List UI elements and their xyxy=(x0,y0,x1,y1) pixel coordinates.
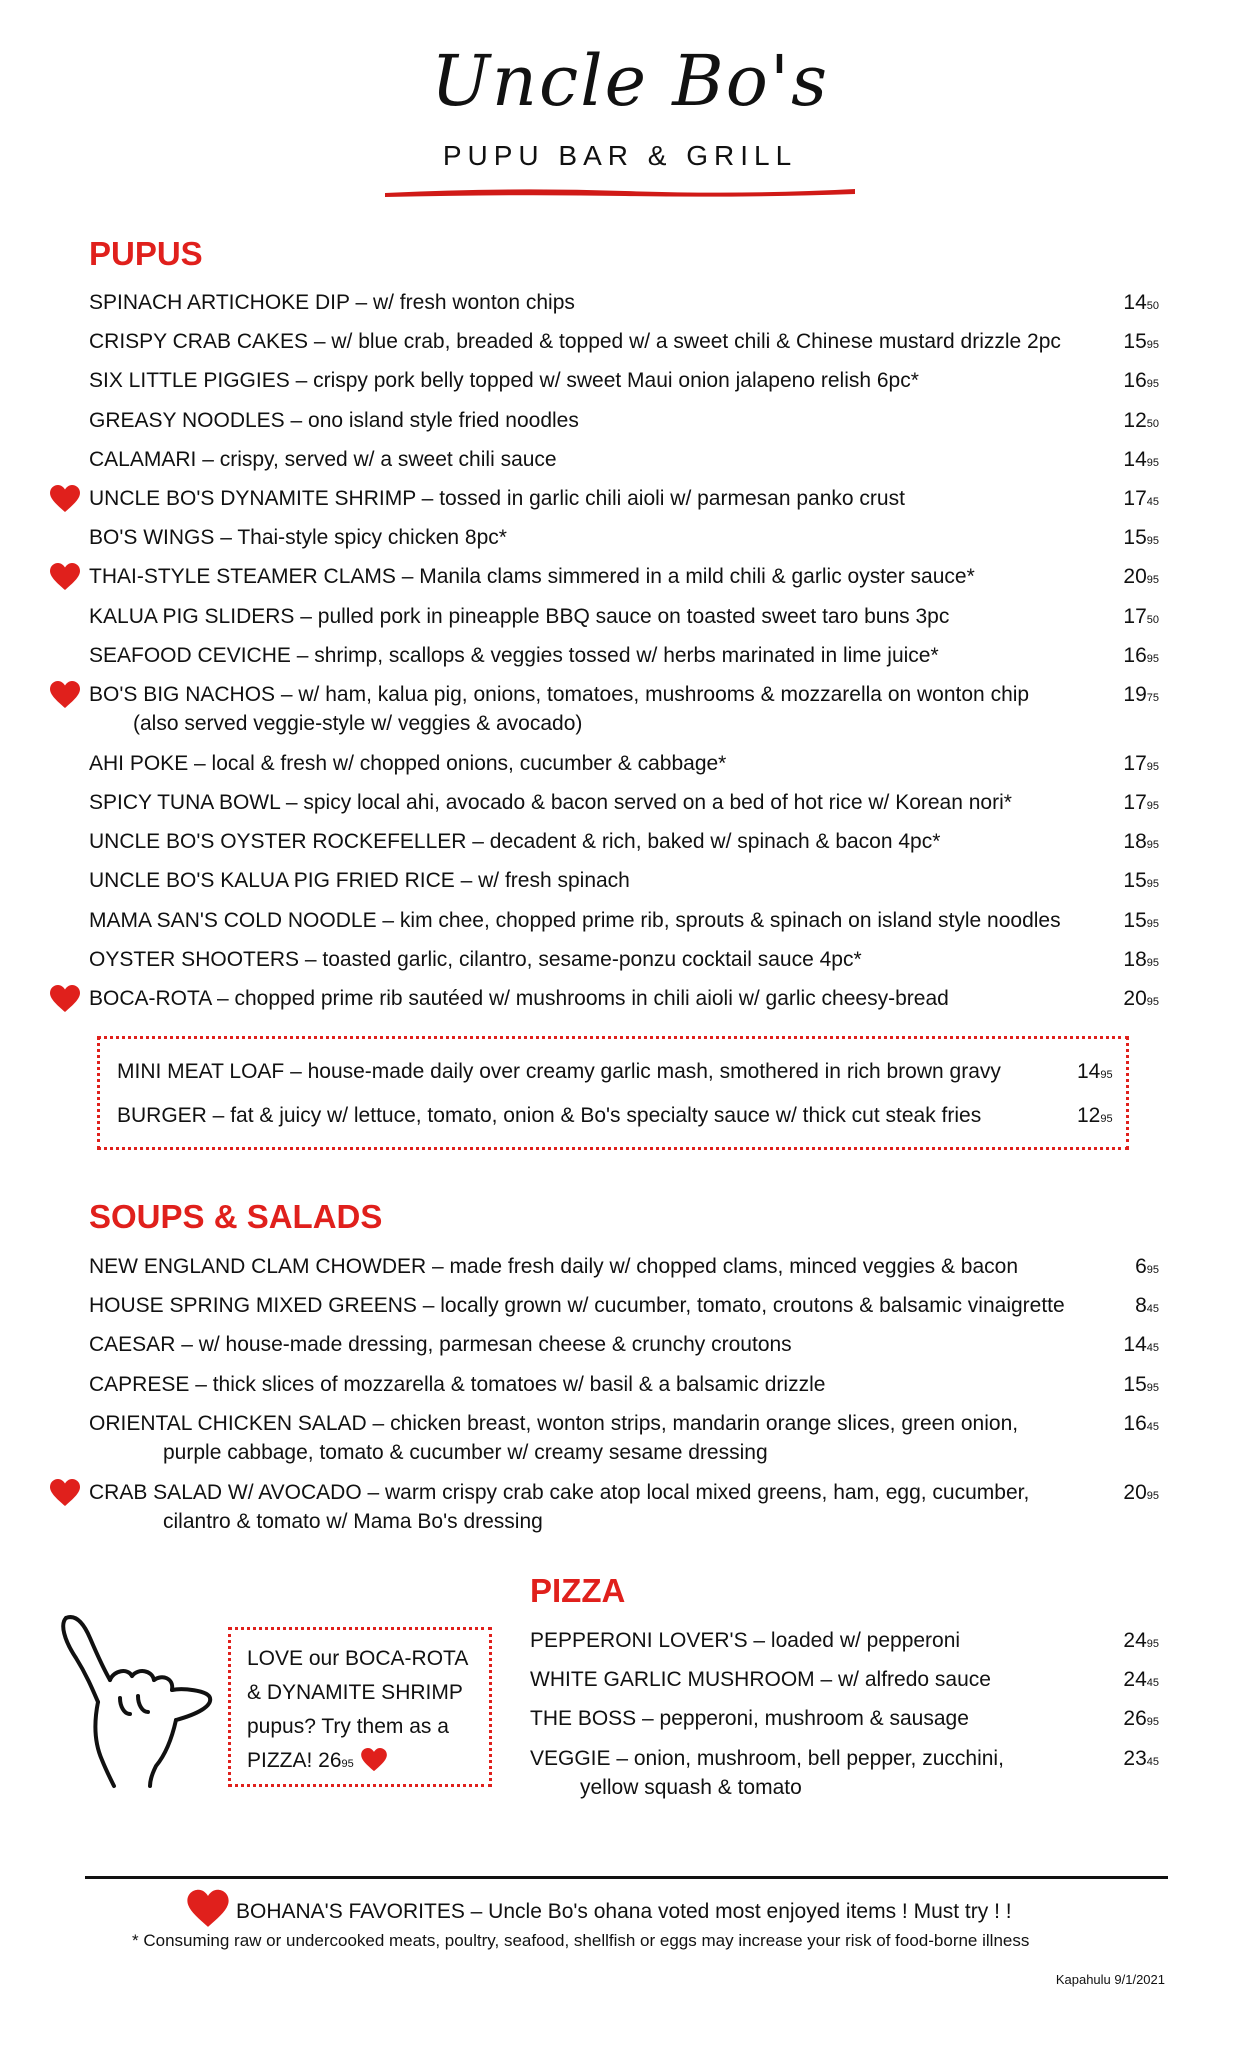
menu-item xyxy=(0,327,1243,366)
menu-item xyxy=(0,906,1243,945)
menu-item xyxy=(0,406,1243,445)
menu-item-description: SIX LITTLE PIGGIES – crispy pork belly topped w/ sweet Maui onion jalapeno relish 6pc* xyxy=(89,369,919,393)
section-title-soups-salads: SOUPS & SALADS xyxy=(89,1198,383,1235)
menu-item-description: CAESAR – w/ house-made dressing, parmesan cheese & crunchy croutons xyxy=(89,1333,792,1357)
menu-item-description: GREASY NOODLES – ono island style fried noodles xyxy=(89,408,579,432)
menu-item xyxy=(0,484,1243,523)
special-item-price: 1495 xyxy=(1077,1060,1113,1083)
menu-item-price: 1895 xyxy=(1123,947,1159,971)
menu-item-price: 1450 xyxy=(1123,291,1159,314)
menu-item-price: 1595 xyxy=(1123,526,1159,550)
menu-item xyxy=(0,562,1243,601)
menu-item-description: SPICY TUNA BOWL – spicy local ahi, avocado & bacon served on a bed of hot rice w/ Korean nori* xyxy=(89,791,1012,815)
menu-item-price: 2095 xyxy=(1123,565,1159,589)
menu-item xyxy=(0,984,1243,1023)
menu-item-description: ORIENTAL CHICKEN SALAD – chicken breast, wonton strips, mandarin orange slices, green onion, purple cabbage, tomato & cucumber w/ creamy sesame dressing xyxy=(89,1411,1019,1464)
promo-line: PIZZA! 2695 xyxy=(247,1744,475,1781)
menu-item xyxy=(0,680,1243,749)
disclaimer: * Consuming raw or undercooked meats, poultry, seafood, shellfish or eggs may increase your risk of food-borne illness xyxy=(132,1931,1030,1950)
menu-item-price: 1445 xyxy=(1123,1333,1159,1357)
menu-item-price: 2695 xyxy=(1123,1707,1159,1731)
menu-item-price: 1250 xyxy=(1123,408,1159,432)
menu-item xyxy=(0,1409,1243,1478)
menu-item-price: 1595 xyxy=(1123,869,1159,893)
menu-item xyxy=(0,288,1243,327)
menu-item-description: UNCLE BO'S OYSTER ROCKEFELLER – decadent & rich, baked w/ spinach & bacon 4pc* xyxy=(89,830,941,854)
menu-item-price: 1595 xyxy=(1123,908,1159,932)
promo-box xyxy=(228,1627,492,1787)
heart-icon xyxy=(360,1748,388,1772)
menu-item-price: 2495 xyxy=(1123,1629,1159,1652)
promo-line: & DYNAMITE SHRIMP xyxy=(247,1681,463,1704)
special-item-text: MINI MEAT LOAF – house-made daily over creamy garlic mash, smothered in rich brown gravy xyxy=(117,1060,1001,1083)
menu-item xyxy=(0,366,1243,405)
heart-icon xyxy=(49,985,81,1013)
promo-line: LOVE our BOCA-ROTA xyxy=(247,1647,469,1670)
menu-item-price: 1750 xyxy=(1123,604,1159,628)
menu-item xyxy=(0,641,1243,680)
menu-item-price: 1975 xyxy=(1123,682,1159,706)
menu-item-description: KALUA PIG SLIDERS – pulled pork in pineapple BBQ sauce on toasted sweet taro buns 3pc xyxy=(89,604,950,628)
menu-item-description: SPINACH ARTICHOKE DIP – w/ fresh wonton chips xyxy=(89,291,575,314)
menu-item-price: 1645 xyxy=(1123,1411,1159,1435)
special-item xyxy=(117,1101,1117,1130)
pupus-list xyxy=(0,288,1243,1023)
menu-item xyxy=(0,1252,1243,1291)
menu-item-price: 1795 xyxy=(1123,751,1159,775)
menu-item xyxy=(0,523,1243,562)
menu-item-price: 1795 xyxy=(1123,791,1159,815)
location-date: Kapahulu 9/1/2021 xyxy=(1055,1972,1165,1987)
heart-icon xyxy=(49,485,81,513)
menu-item-description: PEPPERONI LOVER'S – loaded w/ pepperoni xyxy=(530,1629,961,1652)
footer-divider xyxy=(85,1876,1168,1879)
menu-item-description: VEGGIE – onion, mushroom, bell pepper, zucchini, yellow squash & tomato xyxy=(530,1746,1004,1799)
menu-item-price: 695 xyxy=(1135,1255,1159,1278)
menu-item-price: 1695 xyxy=(1123,643,1159,667)
menu-item-price: 1495 xyxy=(1123,447,1159,471)
menu-item xyxy=(0,749,1243,788)
menu-item xyxy=(0,1291,1243,1330)
menu-item-description: THE BOSS – pepperoni, mushroom & sausage xyxy=(530,1707,969,1731)
menu-item-description: CAPRESE – thick slices of mozzarella & tomatoes w/ basil & a balsamic drizzle xyxy=(89,1372,826,1396)
soups-list xyxy=(0,1252,1243,1547)
menu-item-price: 2445 xyxy=(1123,1668,1159,1692)
menu-item-description: OYSTER SHOOTERS – toasted garlic, cilantro, sesame-ponzu cocktail sauce 4pc* xyxy=(89,947,862,971)
menu-item-description: SEAFOOD CEVICHE – shrimp, scallops & veggies tossed w/ herbs marinated in lime juice* xyxy=(89,643,939,667)
special-item-text: BURGER – fat & juicy w/ lettuce, tomato, onion & Bo's specialty sauce w/ thick cut steak fries xyxy=(117,1104,982,1127)
special-item xyxy=(117,1057,1117,1086)
menu-item-description: CALAMARI – crispy, served w/ a sweet chili sauce xyxy=(89,447,557,471)
menu-item xyxy=(0,827,1243,866)
menu-item-description: CRISPY CRAB CAKES – w/ blue crab, breaded & topped w/ a sweet chili & Chinese mustard drizzle 2pc xyxy=(89,330,1061,354)
menu-item-description: THAI-STYLE STEAMER CLAMS – Manila clams simmered in a mild chili & garlic oyster sauce* xyxy=(89,565,975,589)
menu-item-description: MAMA SAN'S COLD NOODLE – kim chee, chopped prime rib, sprouts & spinach on island style noodles xyxy=(89,908,1061,932)
menu-item-price: 1895 xyxy=(1123,830,1159,854)
menu-item-description: UNCLE BO'S DYNAMITE SHRIMP – tossed in garlic chili aioli w/ parmesan panko crust xyxy=(89,486,905,510)
menu-item-price: 2345 xyxy=(1123,1746,1159,1770)
logo-subtitle: PUPU BAR & GRILL xyxy=(442,140,798,171)
menu-item xyxy=(0,788,1243,827)
menu-item-price: 2095 xyxy=(1123,987,1159,1010)
menu-item xyxy=(0,866,1243,905)
menu-item xyxy=(0,1370,1243,1409)
shaka-hand-icon xyxy=(58,1610,218,1790)
section-title-pupus: PUPUS xyxy=(89,235,203,272)
heart-icon xyxy=(49,681,81,709)
menu-item-description: HOUSE SPRING MIXED GREENS – locally grown w/ cucumber, tomato, croutons & balsamic vinaigrette xyxy=(89,1294,1065,1318)
menu-item-price: 1695 xyxy=(1123,369,1159,393)
menu-item xyxy=(0,602,1243,641)
menu-item-description: AHI POKE – local & fresh w/ chopped onions, cucumber & cabbage* xyxy=(89,751,727,775)
heart-icon xyxy=(49,1479,81,1507)
menu-item-description: BO'S WINGS – Thai-style spicy chicken 8pc* xyxy=(89,526,507,550)
menu-item-price: 1745 xyxy=(1123,486,1159,510)
menu-item-price: 845 xyxy=(1135,1294,1159,1318)
menu-item-description: WHITE GARLIC MUSHROOM – w/ alfredo sauce xyxy=(530,1668,991,1692)
brush-stroke-icon xyxy=(385,185,855,199)
heart-icon xyxy=(49,563,81,591)
promo-line: pupus? Try them as a xyxy=(247,1715,449,1738)
specials-box xyxy=(97,1036,1129,1150)
menu-item xyxy=(0,945,1243,984)
menu-item xyxy=(0,445,1243,484)
menu-item xyxy=(0,1478,1243,1547)
menu-item-description: NEW ENGLAND CLAM CHOWDER – made fresh daily w/ chopped clams, minced veggies & bacon xyxy=(89,1255,1019,1278)
menu-item-price: 1595 xyxy=(1123,1372,1159,1396)
logo-script: Uncle Bo's xyxy=(430,40,830,122)
special-item-price: 1295 xyxy=(1077,1104,1113,1127)
menu-item-description: UNCLE BO'S KALUA PIG FRIED RICE – w/ fresh spinach xyxy=(89,869,630,893)
menu-item-description: BO'S BIG NACHOS – w/ ham, kalua pig, onions, tomatoes, mushrooms & mozzarella on wonton chip (also served veggie-style w/ veggies & avocado) xyxy=(89,682,1030,735)
menu-item-price: 1595 xyxy=(1123,330,1159,354)
favorites-legend: BOHANA'S FAVORITES – Uncle Bo's ohana voted most enjoyed items ! Must try ! ! xyxy=(236,1900,1012,1923)
menu-item-description: CRAB SALAD W/ AVOCADO – warm crispy crab cake atop local mixed greens, ham, egg, cucumber, cilantro & tomato w/ Mama Bo's dressing xyxy=(89,1480,1030,1533)
menu-item xyxy=(0,1330,1243,1369)
menu-item-description: BOCA-ROTA – chopped prime rib sautéed w/ mushrooms in chili aioli w/ garlic cheesy-bread xyxy=(89,987,949,1010)
section-title-pizza: PIZZA xyxy=(530,1572,626,1609)
menu-item-price: 2095 xyxy=(1123,1480,1159,1504)
